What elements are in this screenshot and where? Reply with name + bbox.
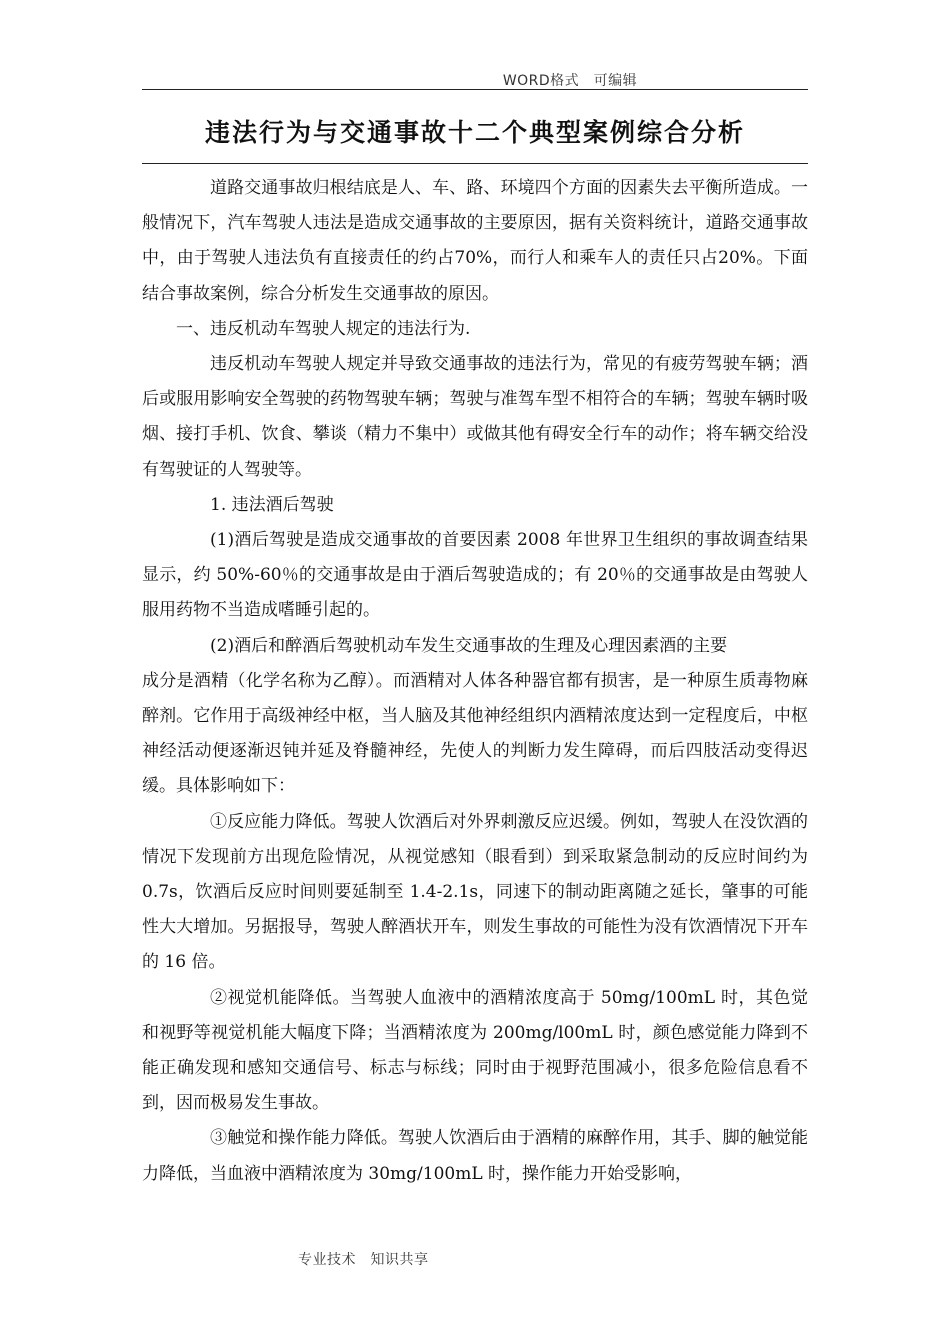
section-heading-1: 一、违反机动车驾驶人规定的违法行为. bbox=[176, 318, 471, 339]
header-divider bbox=[142, 89, 808, 90]
paragraph-touch: ③触觉和操作能力降低。驾驶人饮酒后由于酒精的麻醉作用，其手、脚的触觉能力降低，当血液中酒精浓度为 30mg/100mL 时，操作能力开始受影响， bbox=[142, 1128, 808, 1184]
page-header: WORD格式 可编辑 bbox=[502, 73, 638, 89]
paragraph-drunk-driving-1: (1)酒后驾驶是造成交通事故的首要因素 2008 年世界卫生组织的事故调查结果显示，约 50%-60％的交通事故是由于酒后驾驶造成的；有 20％的交通事故是由驾驶人服用药物不当造成嗜睡引起的。 bbox=[142, 530, 808, 621]
document-title: 违法行为与交通事故十二个典型案例综合分析 bbox=[204, 118, 745, 147]
page-footer: 专业技术 知识共享 bbox=[298, 1252, 429, 1268]
paragraph-drunk-driving-2-heading: (2)酒后和醉酒后驾驶机动车发生交通事故的生理及心理因素酒的主要 bbox=[210, 635, 728, 656]
paragraph-alcohol-effects: 成分是酒精（化学名称为乙醇）。而酒精对人体各种器官都有损害，是一种原生质毒物麻醉剂。它作用于高级神经中枢，当人脑及其他神经组织内酒精浓度达到一定程度后，中枢神经活动便逐渐迟钝并延及脊髓神经，先使人的判断力发生障碍，而后四肢活动变得迟缓。具体影响如下： bbox=[142, 670, 808, 797]
paragraph-violations: 违反机动车驾驶人规定并导致交通事故的违法行为，常见的有疲劳驾驶车辆；酒后或服用影响安全驾驶的药物驾驶车辆；驾驶与准驾车型不相符合的车辆；驾驶车辆时吸烟、接打手机、饮食、攀谈（精力不集中）或做其他有碍安全行车的动作；将车辆交给没有驾驶证的人驾驶等。 bbox=[142, 354, 808, 480]
document-body bbox=[142, 171, 808, 1192]
title-divider bbox=[142, 163, 808, 164]
paragraph-reaction: ①反应能力降低。驾驶人饮酒后对外界刺激反应迟缓。例如，驾驶人在没饮酒的情况下发现前方出现危险情况，从视觉感知（眼看到）到采取紧急制动的反应时间约为 0.7s，饮酒后反应时间则要延制至 1.4-2.1s，同速下的制动距离随之延长，肇事的可能性大大增加。另据报导，驾驶人醉酒状开车，则发生事故的可能性为没有饮酒情况下开车的 16 倍。 bbox=[142, 811, 808, 973]
paragraph-intro: 道路交通事故归根结底是人、车、路、环境四个方面的因素失去平衡所造成。一般情况下，汽车驾驶人违法是造成交通事故的主要原因，据有关资料统计，道路交通事故中，由于驾驶人违法负有直接责任的约占70%，而行人和乘车人的责任只占20%。下面结合事故案例，综合分析发生交通事故的原因。 bbox=[142, 178, 808, 304]
paragraph-vision: ②视觉机能降低。当驾驶人血液中的酒精浓度高于 50mg/100mL 时，其色觉和视野等视觉机能大幅度下降；当酒精浓度为 200mg/l00mL 时，颜色感觉能力降到不能正确发现和感知交通信号、标志与标线；同时由于视野范围减小，很多危险信息看不到，因而极易发生事故。 bbox=[142, 987, 808, 1114]
subsection-heading-1: 1. 违法酒后驾驶 bbox=[210, 494, 334, 515]
